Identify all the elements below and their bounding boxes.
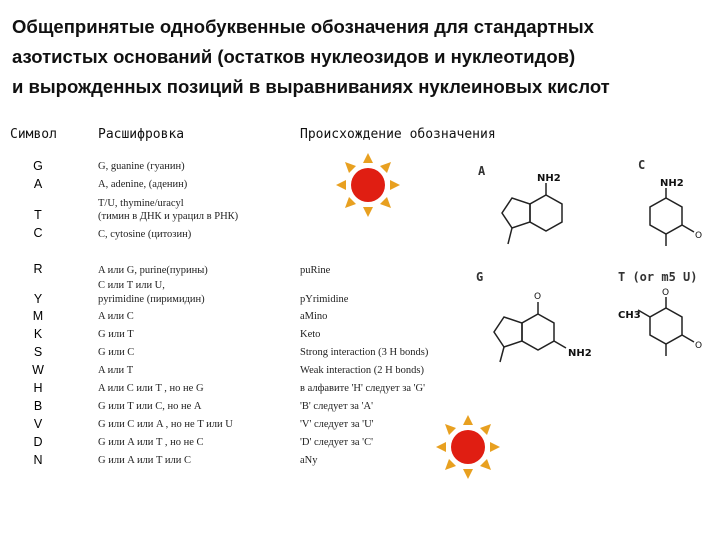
decoding-Y-pre: C или T или U, [98, 280, 165, 291]
decoding-W: A или T [98, 365, 134, 376]
sun-icon [436, 415, 500, 479]
decoding-H: A или C или T , но не G [98, 383, 204, 394]
origin-W: Weak interaction (2 H bonds) [300, 365, 424, 376]
origin-N: aNy [300, 455, 318, 466]
symbol-W: W [32, 363, 44, 377]
title-line-2: азотистых оснований (остатков нуклеозидов и нуклеотидов) [12, 46, 576, 67]
symbol-K: K [33, 327, 43, 341]
molecule-t-label: T (or m5 U) [618, 270, 698, 284]
symbol-V: V [33, 417, 43, 431]
symbol-S: S [33, 345, 43, 359]
symbol-B: B [33, 399, 43, 413]
amino-label: NH2 [537, 173, 561, 184]
thymine-structure [618, 288, 702, 356]
symbol-G: G [33, 159, 43, 173]
molecule-a-label: A [478, 164, 486, 178]
decoding-K: G или T [98, 329, 134, 340]
origin-M: aMino [300, 311, 328, 322]
origin-Y: pYrimidine [300, 294, 349, 305]
symbol-Y: Y [33, 292, 43, 306]
symbol-N: N [33, 453, 43, 467]
amino-label: NH2 [568, 348, 592, 359]
decoding-T-note: (тимин в ДНК и урацил в РНК) [98, 211, 239, 222]
title-line-1: Общепринятые однобуквенные обозначения для стандартных [12, 16, 594, 37]
symbol-T: T [34, 208, 42, 222]
symbol-R: R [33, 262, 43, 276]
origin-S: Strong interaction (3 H bonds) [300, 347, 429, 358]
decoding-B: G или T или C, но не A [98, 401, 202, 412]
decoding-V: G или C или A , но не T или U [98, 419, 233, 430]
amino-label: NH2 [660, 178, 684, 189]
decoding-A: A, adenine, (аденин) [98, 179, 188, 190]
origin-H: в алфавите 'H' следует за 'G' [300, 383, 426, 394]
decoding-T: T/U, thymine/uracyl [98, 198, 184, 209]
symbol-H: H [33, 381, 43, 395]
svg-text:O: O [534, 292, 542, 302]
guanine-structure [494, 292, 592, 362]
molecule-g-label: G [476, 270, 484, 284]
symbol-C: C [33, 226, 43, 240]
symbol-A: A [33, 177, 43, 191]
origin-D: 'D' следует за 'C' [300, 437, 373, 448]
adenine-structure [502, 173, 562, 244]
origin-R: puRine [300, 265, 331, 276]
symbol-D: D [33, 435, 43, 449]
methyl-label: CH3 [618, 310, 641, 321]
svg-text:O: O [695, 341, 703, 351]
header-decoding: Расшифровка [98, 127, 185, 142]
title-line-3: и вырожденных позиций в выравниваниях нуклеиновых кислот [12, 76, 610, 97]
decoding-N: G или A или T или C [98, 455, 191, 466]
header-symbol: Символ [10, 127, 57, 142]
svg-text:O: O [662, 288, 670, 298]
origin-B: 'B' следует за 'A' [300, 401, 373, 412]
origin-K: Keto [300, 329, 321, 340]
decoding-G: G, guanine (гуанин) [98, 161, 185, 172]
decoding-D: G или A или T , но не C [98, 437, 204, 448]
svg-text:O: O [695, 231, 703, 241]
decoding-C: C, cytosine (цитозин) [98, 229, 192, 240]
origin-V: 'V' следует за 'U' [300, 419, 374, 430]
decoding-R: A или G, purine(пурины) [98, 265, 208, 276]
decoding-S: G или C [98, 347, 135, 358]
molecule-c-label: C [638, 158, 646, 172]
decoding-M: A или C [98, 311, 134, 322]
sun-icon [336, 153, 400, 217]
symbol-M: M [32, 309, 44, 323]
decoding-Y: pyrimidine (пиримидин) [98, 294, 205, 305]
header-origin: Происхождение обозначения [300, 127, 496, 142]
cytosine-structure [650, 178, 702, 246]
